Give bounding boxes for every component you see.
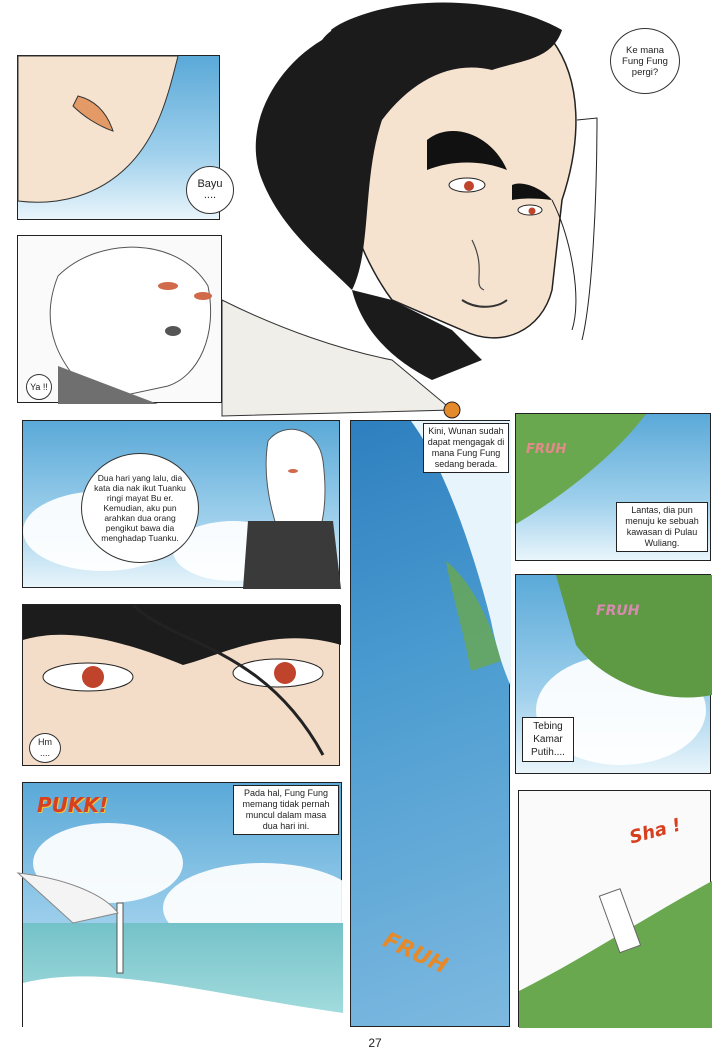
eyes-closeup-art bbox=[23, 605, 341, 767]
sfx-pukk: PUKK! bbox=[37, 793, 109, 817]
bubble-ya: Ya !! bbox=[26, 374, 52, 400]
tall-sky-art bbox=[351, 421, 511, 1028]
sfx-fruh-right2: FRUH bbox=[596, 603, 640, 619]
sfx-fruh-right1: FRUH bbox=[526, 442, 567, 457]
caption-tebing: Tebing Kamar Putih.... bbox=[522, 717, 574, 762]
bubble-bayu: Bayu .... bbox=[186, 166, 234, 214]
panel-right-flight bbox=[515, 413, 711, 561]
panel-sea-cliff bbox=[22, 782, 342, 1027]
bubble-hm: Hm .... bbox=[29, 733, 61, 763]
bubble-dua-hari: Dua hari yang lalu, dia kata dia nak ikut Tuanku ringi mayat Bu er. Kemudian, aku pun arahkan dua orang pengikut bawa dia menghadap Tuanku. bbox=[81, 453, 199, 563]
panel-right-island bbox=[515, 574, 711, 774]
panel-lips bbox=[17, 55, 223, 220]
panel-tall-sky bbox=[350, 420, 510, 1027]
page-number: 27 bbox=[368, 1036, 382, 1050]
bubble-ke-mana: Ke mana Fung Fung pergi? bbox=[610, 28, 680, 94]
caption-kini-wunan: Kini, Wunan sudah dapat mengagak di mana Fung Fung sedang berada. bbox=[423, 423, 509, 473]
caption-lantas: Lantas, dia pun menuju ke sebuah kawasan di Pulau Wuliang. bbox=[616, 502, 708, 552]
grass-figure-art bbox=[519, 791, 712, 1028]
sfx-fruh-tall: FRUH bbox=[378, 927, 452, 980]
panel-woman bbox=[17, 235, 222, 403]
panel-right-grass bbox=[518, 790, 711, 1027]
panel-woman-explains bbox=[22, 420, 340, 588]
sfx-sha: Sha ! bbox=[627, 814, 684, 849]
caption-pada-hal: Pada hal, Fung Fung memang tidak pernah muncul dalam masa dua hari ini. bbox=[233, 785, 339, 835]
panel-eyes bbox=[22, 604, 340, 766]
